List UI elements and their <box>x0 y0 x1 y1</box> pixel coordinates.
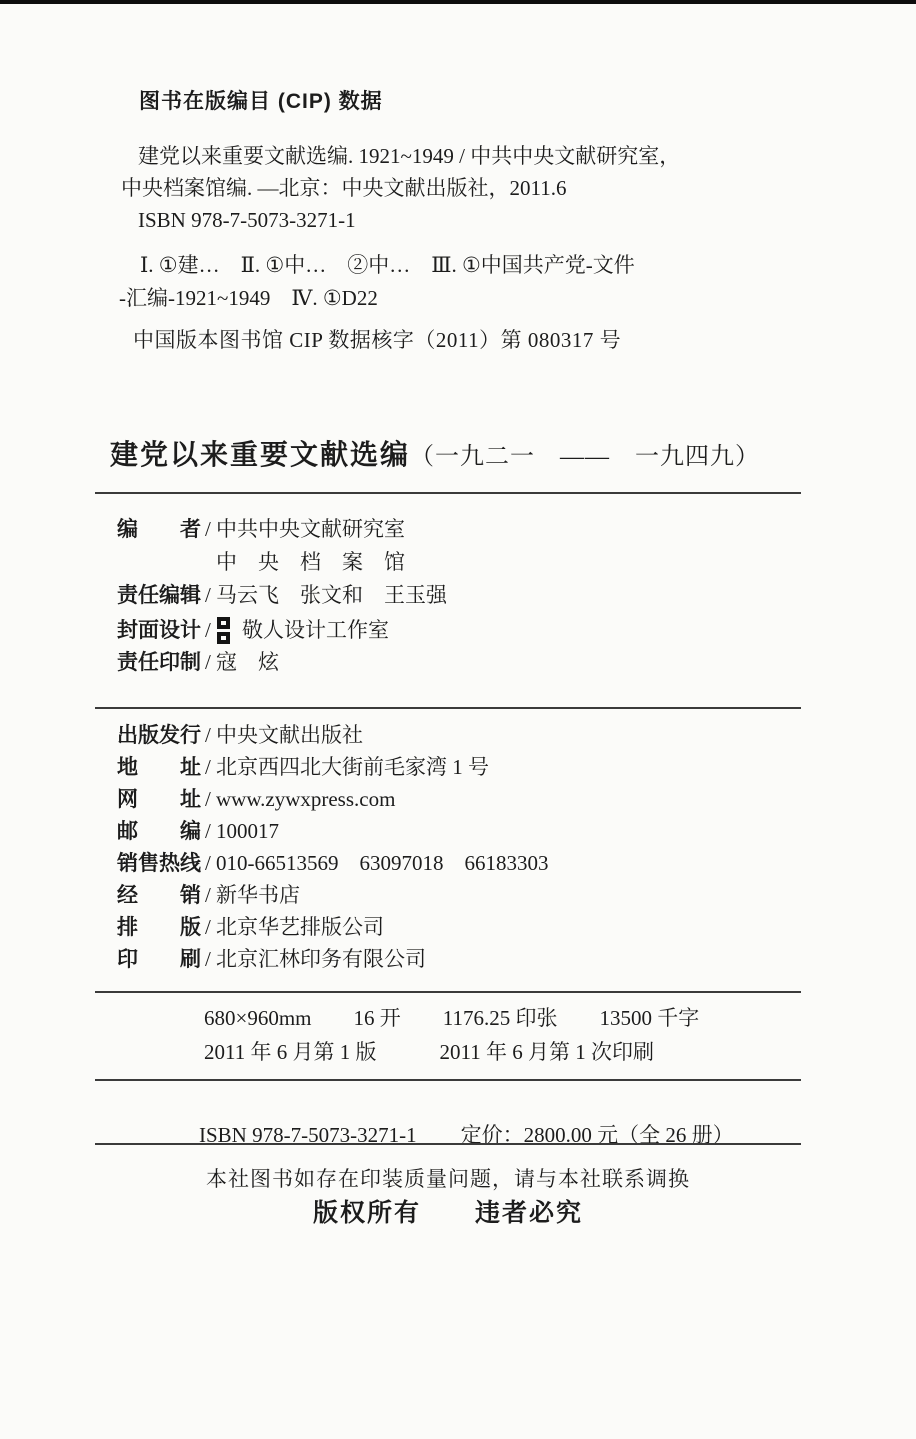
price-text: 定价：2800.00 元（全 26 册） <box>460 1123 734 1147</box>
spec-format-line: 680×960mm 16 开 1176.25 印张 13500 千字 <box>204 1006 700 1030</box>
copyright-notice: 版权所有 违者必究 <box>312 1199 583 1227</box>
separator: / <box>205 786 211 811</box>
book-title-main: 建党以来重要文献选编 <box>110 439 411 470</box>
publishing-row-typesetting <box>117 916 837 938</box>
separator: / <box>205 516 211 541</box>
publishing-value: 中央文献出版社 <box>216 722 363 747</box>
book-title-years: （一九二一 —— 一九四九） <box>410 444 761 470</box>
cip-classification <box>119 255 839 321</box>
publishing-row-address <box>117 756 837 778</box>
credit-value: 中 央 档 案 馆 <box>216 549 405 574</box>
cip-paragraph <box>121 146 841 242</box>
cip-isbn: ISBN 978-7-5073-3271-1 <box>138 208 356 232</box>
spec-edition-line: 2011 年 6 月第 1 版 2011 年 6 月第 1 次印刷 <box>204 1040 654 1064</box>
publishing-value: 新华书店 <box>216 882 300 907</box>
publishing-label: 排 版 <box>117 915 201 939</box>
cip-title-line: 建党以来重要文献选编. 1921~1949 / 中共中央文献研究室， <box>138 144 681 168</box>
credit-row-editor-2 <box>117 551 837 573</box>
separator: / <box>205 850 211 875</box>
isbn-number: ISBN 978-7-5073-3271-1 <box>199 1123 417 1147</box>
cip-publisher-line: 中央档案馆编. —北京：中央文献出版社，2011.6 <box>121 176 567 200</box>
separator: / <box>205 582 211 607</box>
cip-class-line-1: Ⅰ. ①建… Ⅱ. ①中… ②中… Ⅲ. ①中国共产党-文件 <box>140 253 635 277</box>
publishing-row-website <box>117 788 837 810</box>
spec-block <box>204 1008 844 1076</box>
separator: / <box>205 882 211 907</box>
separator: / <box>205 818 211 843</box>
credit-row-responsible-editors <box>117 584 837 606</box>
publishing-label: 邮 编 <box>117 819 201 843</box>
publishing-label: 网 址 <box>117 787 201 811</box>
publishing-row-sales-hotline <box>117 852 837 874</box>
publishing-row-distributor <box>117 884 837 906</box>
credit-value: 寇 炫 <box>216 649 279 674</box>
credit-row-cover-design <box>117 617 837 644</box>
publishing-label: 销售热线 <box>117 851 201 875</box>
credit-value: 马云飞 张文和 王玉强 <box>216 582 447 607</box>
isbn-price-line <box>178 1104 878 1167</box>
logo-square-top <box>217 617 230 629</box>
separator: / <box>205 754 211 779</box>
divider-above-isbn <box>95 1079 801 1081</box>
publishing-value: 100017 <box>216 818 279 843</box>
publishing-value: 北京华艺排版公司 <box>216 914 384 939</box>
quality-notice: 本社图书如存在印装质量问题，请与本社联系调换 <box>206 1167 690 1191</box>
separator: / <box>205 914 211 939</box>
publishing-row-publisher <box>117 724 837 746</box>
publishing-value: 010-66513569 63097018 66183303 <box>216 850 549 875</box>
cip-class-line-2: -汇编-1921~1949 Ⅳ. ①D22 <box>119 286 378 310</box>
credit-row-editor <box>117 518 837 540</box>
jingren-studio-logo-icon <box>217 617 230 644</box>
publishing-row-postcode <box>117 820 837 842</box>
publishing-label: 出版发行 <box>117 723 201 747</box>
credit-label: 责任编辑 <box>117 583 201 607</box>
publishing-label: 印 刷 <box>117 947 201 971</box>
publishing-label: 地 址 <box>117 755 201 779</box>
scan-edge-bar <box>0 0 916 4</box>
credit-value: 中共中央文献研究室 <box>216 516 405 541</box>
divider-above-spec <box>95 991 801 993</box>
credits-block <box>117 518 837 684</box>
cip-heading: 图书在版编目 (CIP) 数据 <box>139 90 383 113</box>
credit-label: 封面设计 <box>117 619 201 642</box>
cip-record-number: 中国版本图书馆 CIP 数据核字（2011）第 080317 号 <box>133 328 622 352</box>
credit-label: 编 者 <box>117 517 201 541</box>
publishing-block <box>117 724 837 980</box>
publishing-label: 经 销 <box>117 883 201 907</box>
credit-label: 责任印制 <box>117 650 201 674</box>
divider-under-title <box>95 492 801 494</box>
publishing-value: 北京西四北大街前毛家湾 1 号 <box>216 754 489 779</box>
publishing-value: 北京汇林印务有限公司 <box>216 946 426 971</box>
divider-below-isbn <box>95 1143 801 1145</box>
credit-row-print-supervisor <box>117 651 837 673</box>
publishing-row-printer <box>117 948 837 970</box>
publishing-value: www.zywxpress.com <box>216 786 396 811</box>
book-title <box>110 441 830 469</box>
separator: / <box>205 649 211 674</box>
separator: / <box>205 618 211 642</box>
credit-value: 敬人设计工作室 <box>242 618 389 642</box>
logo-square-bottom <box>217 632 230 644</box>
separator: / <box>205 946 211 971</box>
separator: / <box>205 722 211 747</box>
divider-above-publishing <box>95 707 801 709</box>
